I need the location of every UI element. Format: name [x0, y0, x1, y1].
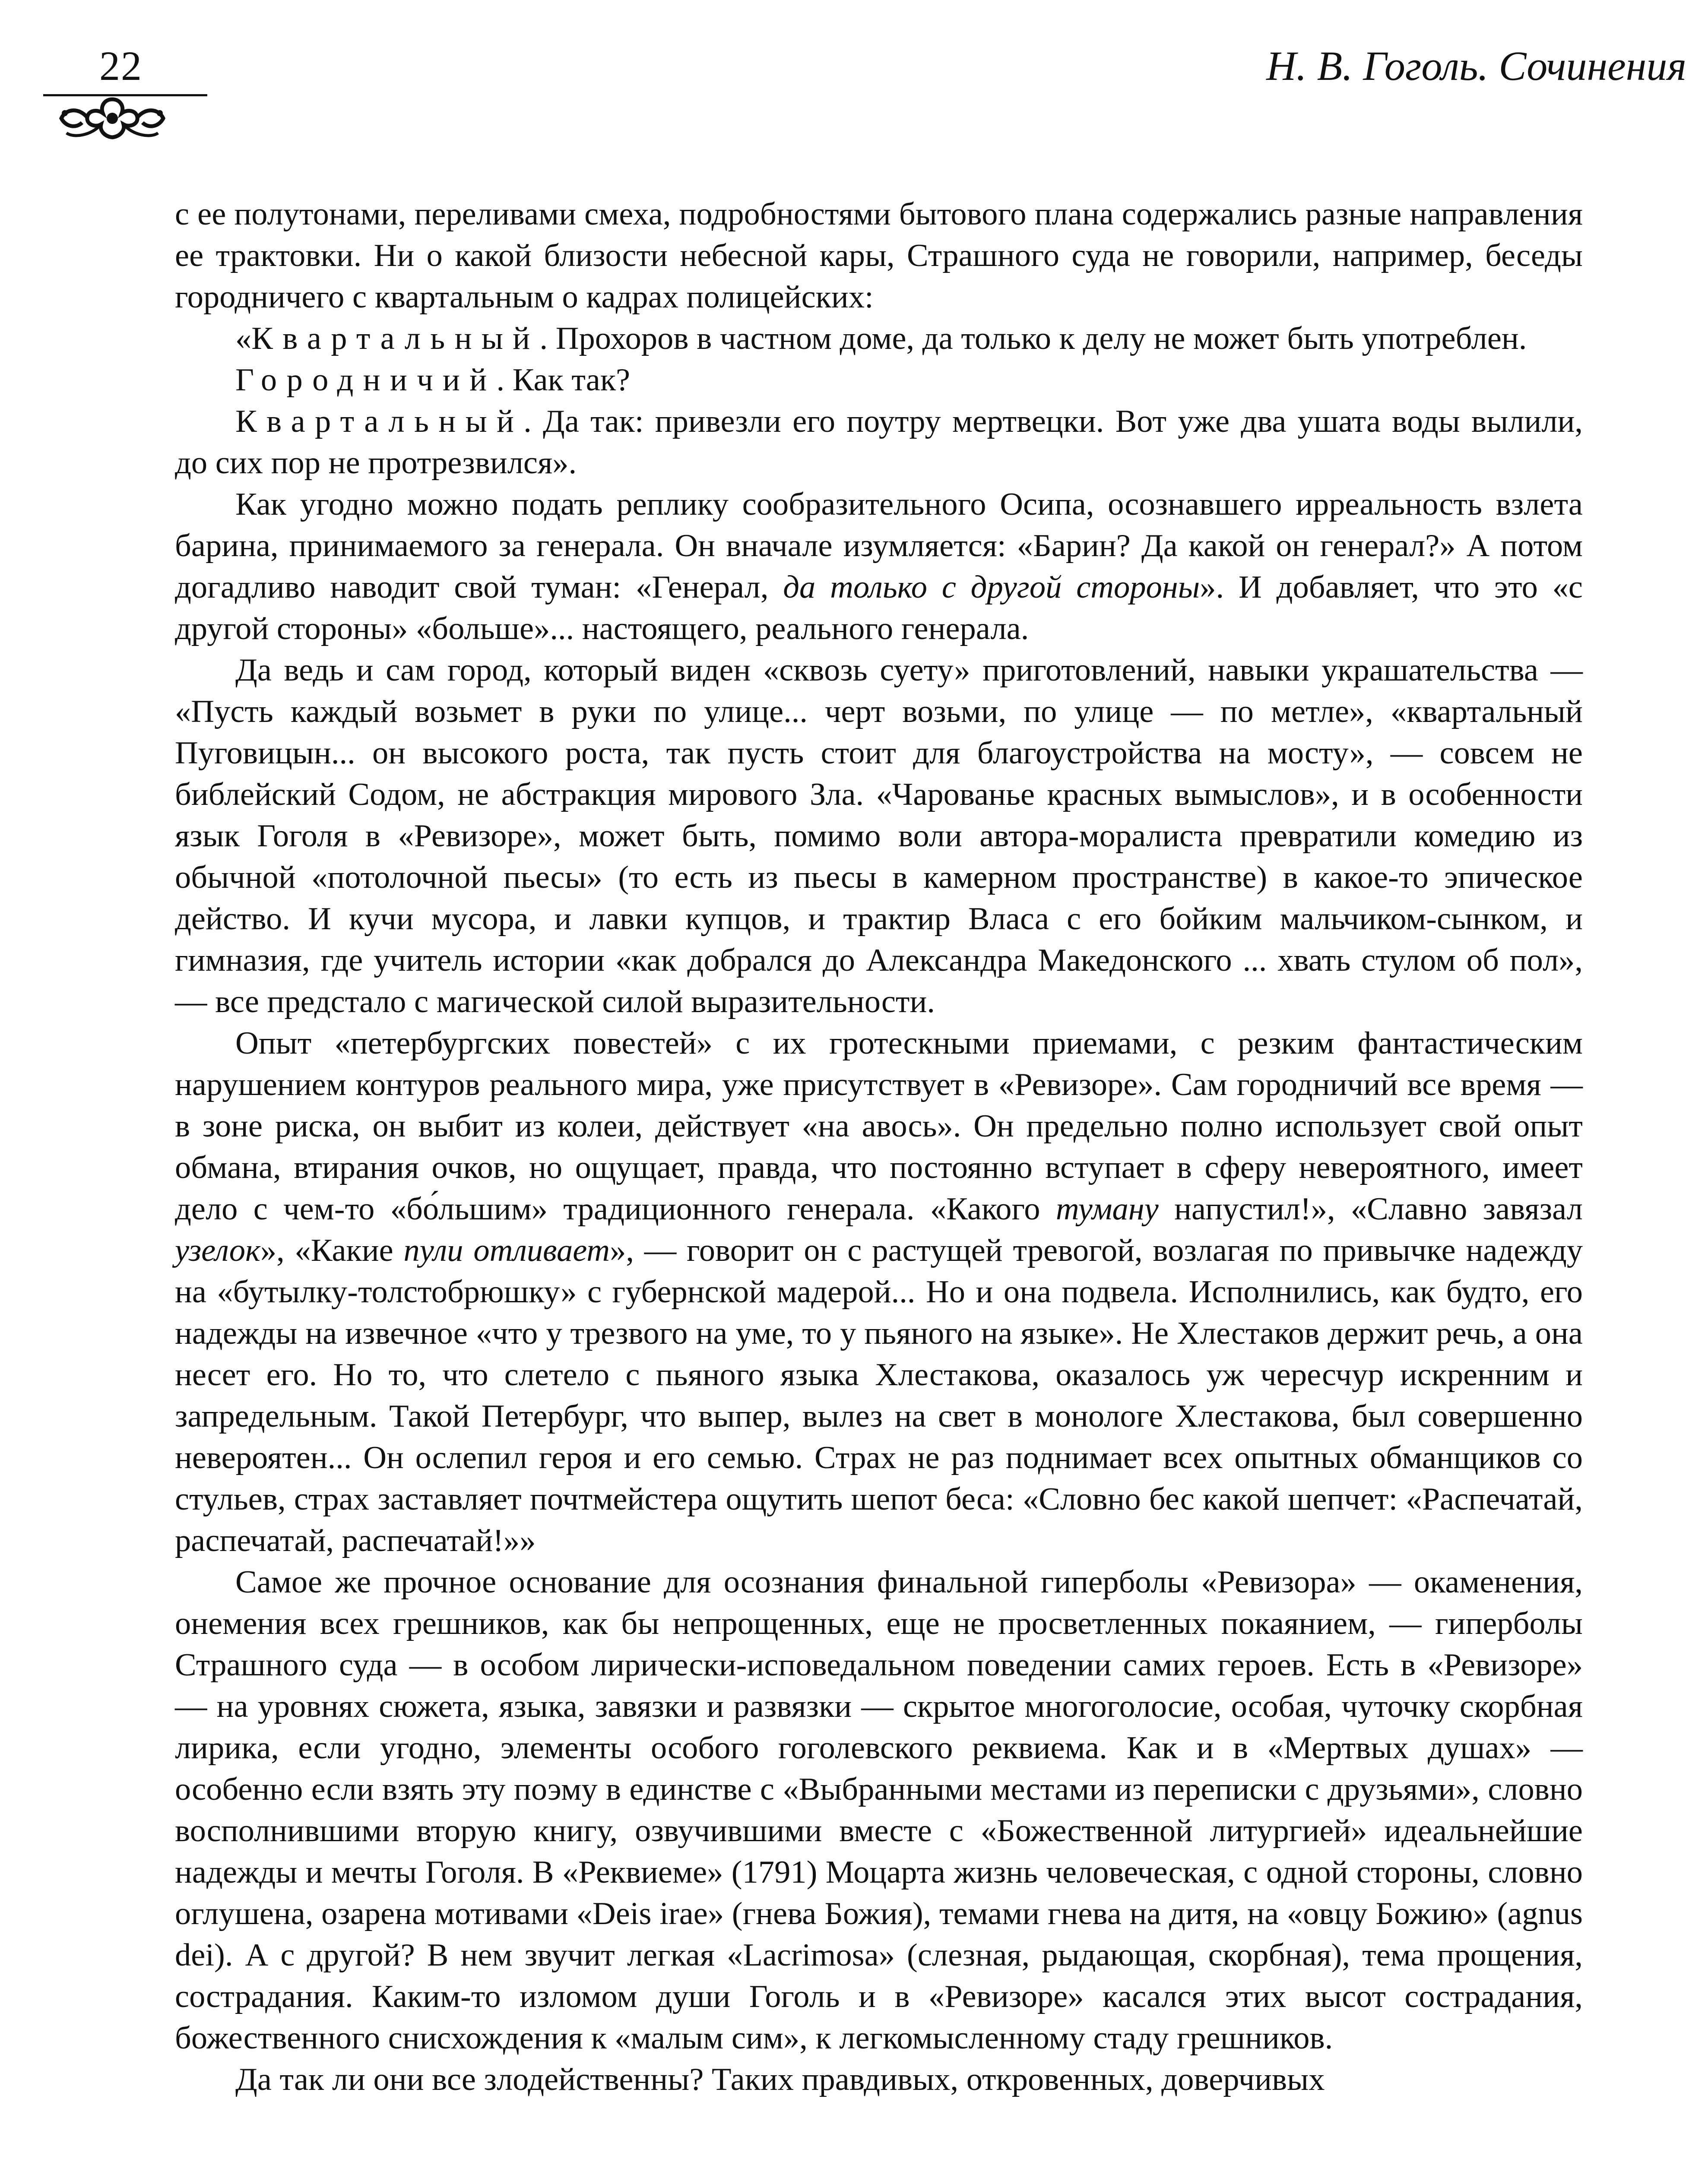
paragraph [175, 2059, 1583, 2100]
text-run: . Да так: привезли его поутру мертвецки. Вот уже два ушата воды вылили, до сих пор не протрезвился». [175, 404, 1583, 481]
text-run: Да ведь и сам город, который виден «сквозь суету» приготовлений, навыки украшательства — «Пусть каждый возьмет в руки по улице... черт возьми, по улице — по метле», «квартальный Пуговицын... он высокого роста, так пусть стоит для благоустройства на мосту», — совсем не библейский Содом, не абстракция мирового Зла. «Чарованье красных вымыслов», и в особенности язык Гоголя в «Ревизоре», может быть, помимо воли автора-моралиста превратили комедию из обычной «потолочной пьесы» (то есть из пьесы в камерном пространстве) в какое-то эпическое действо. И кучи мусора, и лавки купцов, и трактир Власа с его бойким мальчиком-сынком, и гимназия, где учитель истории «как добрался до Александра Македонского ... хвать стулом об пол», — все предстало с магической силой выразительности. [175, 652, 1583, 1019]
text-run: Самое же прочное основание для осознания финальной гиперболы «Ревизора» — окаменения, онемения всех грешников, как бы непрощенных, еще не просветленных покаянием, — гиперболы Страшного суда — в особом лирически-исповедальном поведении самих героев. Есть в «Ревизоре» — на уровнях сюжета, языка, завязки и развязки — скрытое многоголосие, особая, чуточку скорбная лирика, если угодно, элементы особого гоголевского реквиема. Как и в «Мертвых душах» — особенно если взять эту поэму в единстве с «Выбранными местами из переписки с друзьями», словно восполнившими вторую книгу, озвучившими вместе с «Божественной литургией» идеальнейшие надежды и мечты Гоголя. В «Реквиеме» (1791) Моцарта жизнь человеческая, с одной стороны, словно оглушена, озарена мотивами «Deis irae» (гнева Божия), темами гнева на дитя, на «овцу Божию» (agnus dei). А с другой? В нем звучит легкая «Lacrimosa» (слезная, рыдающая, скорбная), тема прощения, сострадания. Каким-то изломом души Гоголь и в «Ревизоре» касался этих высот сострадания, божественного снисхождения к «малым сим», к легкомысленному стаду грешников. [175, 1564, 1583, 2056]
paragraph [175, 1023, 1583, 1561]
text-run: с ее полутонами, переливами смеха, подробностями бытового плана содержались разные направления ее трактовки. Ни о какой близости небесной кары, Страшного суда не говорили, например, беседы городничего с квартальным о кадрах полицейских: [175, 196, 1583, 315]
floral-vignette-icon [56, 96, 168, 143]
italic-emphasis: пули отливает [403, 1233, 610, 1268]
italic-emphasis: да только с другой стороны [783, 570, 1200, 605]
page-number: 22 [99, 43, 143, 89]
paragraph [175, 1561, 1583, 2059]
paragraph [175, 484, 1583, 649]
paragraph [175, 359, 1583, 401]
text-run: Да так ли они все злодейственны? Таких правдивых, откровенных, доверчивых [235, 2062, 1325, 2097]
text-run: ». И добавляет, что это «с другой стороны» «больше»... настоящего, реального генерала. [175, 570, 1583, 646]
text-run: напустил!», «Славно завязал [1158, 1191, 1583, 1227]
text-run: Опыт «петербургских повестей» с их гротескными приемами, с резким фантастическим нарушением контуров реального мира, уже присутствует в «Ревизоре». Сам городничий все время — в зоне риска, он выбит из колеи, действует «на авось». Он предельно полно использует свой опыт обмана, втирания очков, но ощущает, правда, что постоянно вступает в сферу невероятного, имеет дело с чем-то «бо́льшим» традиционного генерала. «Какого [175, 1026, 1583, 1227]
body-text [175, 193, 1583, 2100]
text-run: . Как так? [496, 362, 631, 398]
running-title: Н. В. Гоголь. Сочинения [1266, 43, 1686, 89]
text-run: Как угодно можно подать реплику сообразительного Осипа, осознавшего ирреальность взлета барина, принимаемого за генерала. Он вначале изумляется: «Барин? Да какой он генерал?» А потом догадливо наводит свой туман: «Генерал, [175, 487, 1583, 605]
speaker-name: Квартальный [251, 321, 540, 356]
paragraph [175, 193, 1583, 318]
italic-emphasis: узелок [175, 1233, 260, 1268]
text-run: . Прохоров в частном доме, да только к делу не может быть употреблен. [539, 321, 1527, 356]
paragraph [175, 401, 1583, 484]
italic-emphasis: туману [1055, 1191, 1159, 1227]
speaker-name: Квартальный [235, 404, 524, 439]
speaker-name: Городничий [235, 362, 497, 398]
paragraph [175, 318, 1583, 359]
text-run: », «Какие [260, 1233, 404, 1268]
paragraph [175, 649, 1583, 1023]
text-run: », — говорит он с растущей тревогой, возлагая по привычке надежду на «бутылку-толстобрюшку» с губернской мадерой... Но и она подвела. Исполнились, как будто, его надежды на извечное «что у трезвого на уме, то у пьяного на языке». Не Хлестаков держит речь, а она несет его. Но то, что слетело с пьяного языка Хлестакова, оказалось уж чересчур искренним и запредельным. Такой Петербург, что выпер, вылез на свет в монологе Хлестакова, был совершенно невероятен... Он ослепил героя и его семью. Страх не раз поднимает всех опытных обманщиков со стульев, страх заставляет почтмейстера ощутить шепот беса: «Словно бес какой шепчет: «Распечатай, распечатай, распечатай!»» [175, 1233, 1583, 1558]
text-run: « [235, 321, 252, 356]
